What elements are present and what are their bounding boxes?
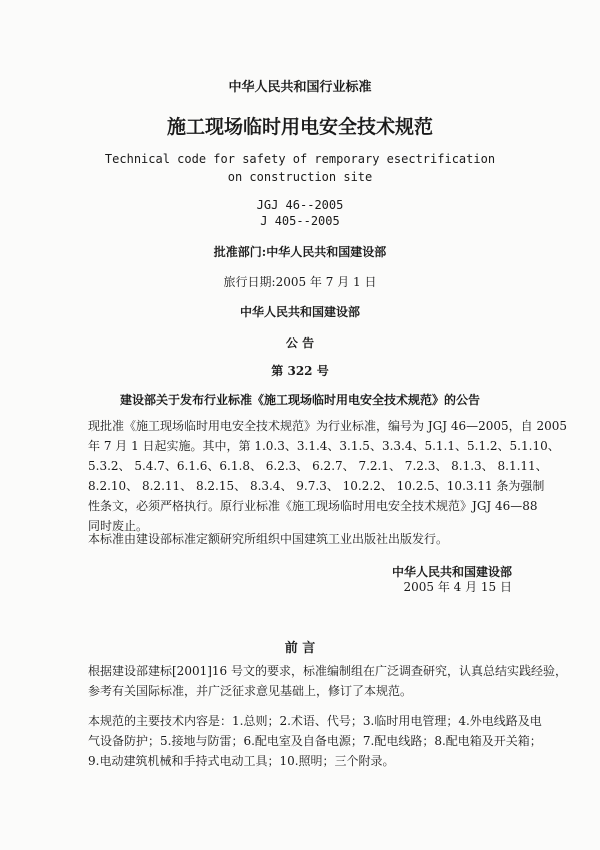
approval-department: 批准部门:中华人民共和国建设部 (213, 245, 387, 259)
preface-paragraph-1-line: 参考有关国际标准，并广泛征求意见基础上，修订了本规范。 (88, 684, 413, 698)
announcement-body-line: 年 7 月 1 日起实施。其中，第 1.0.3、3.1.4、3.1.5、3.3.4、5.1.1、5.1.2、5.1.10、 (88, 439, 560, 453)
preface-paragraph-1-line: 根据建设部建标[2001]16 号文的要求，标准编制组在广泛调查研究，认真总结实践经验， (88, 664, 567, 678)
announcement-body-line: 同时废止。 (88, 519, 149, 533)
effective-date: 旅行日期:2005 年 7 月 1 日 (223, 275, 377, 289)
standard-code-jgj: JGJ 46--2005 (256, 198, 344, 212)
standard-code-j: J 405--2005 (260, 214, 340, 228)
signature-organization: 中华人民共和国建设部 (391, 565, 512, 579)
announcement-body-line: 5.3.2、 5.4.7、6.1.6、6.1.8、 6.2.3、 6.2.7、 7.2.1、 7.2.3、 8.1.3、 8.1.11、 (88, 459, 548, 473)
preface-paragraph-2 (88, 711, 542, 771)
preface-paragraph-2-line: 9.电动建筑机械和手持式电动工具；10.照明；三个附录。 (88, 754, 395, 768)
announcement-subject: 建设部关于发布行业标准《施工现场临时用电安全技术规范》的公告 (119, 393, 480, 407)
announcement-body (88, 416, 568, 536)
english-title-line-1: Technical code for safety of remporary esectrification (104, 152, 496, 166)
announcement-heading: 公 告 (285, 336, 315, 350)
preface-paragraph-2-line: 气设备防护；5.接地与防雷；6.配电室及自备电源；7.配电线路；8.配电箱及开关箱； (88, 734, 542, 748)
english-title-line-2: on construction site (227, 170, 373, 184)
preface-heading: 前 言 (284, 641, 316, 656)
announcement-body-line: 8.2.10、 8.2.11、 8.2.15、 8.3.4、 9.7.3、 10.2.2、 10.2.5、10.3.11 条为强制 (88, 479, 545, 493)
publish-note (88, 529, 518, 549)
announcement-number: 第 322 号 (271, 364, 329, 378)
standard-category: 中华人民共和国行业标准 (228, 80, 372, 95)
announcement-body-line: 现批准《施工现场临时用电安全技术规范》为行业标准，编号为 JGJ 46—2005，自 2005 (88, 419, 568, 433)
issuing-ministry: 中华人民共和国建设部 (239, 305, 360, 319)
announcement-body-line: 性条文，必须严格执行。原行业标准《施工现场临时用电安全技术规范》JGJ 46—88 (88, 499, 538, 513)
preface-paragraph-2-line: 本规范的主要技术内容是：1.总则；2.术语、代号；3.临时用电管理；4.外电线路及电 (88, 714, 542, 728)
signature-date: 2005 年 4 月 15 日 (403, 580, 512, 594)
preface-paragraph-1 (88, 661, 567, 701)
publish-note-text: 本标准由建设部标准定额研究所组织中国建筑工业出版社出版发行。 (88, 532, 449, 546)
document-title: 施工现场临时用电安全技术规范 (166, 116, 433, 138)
